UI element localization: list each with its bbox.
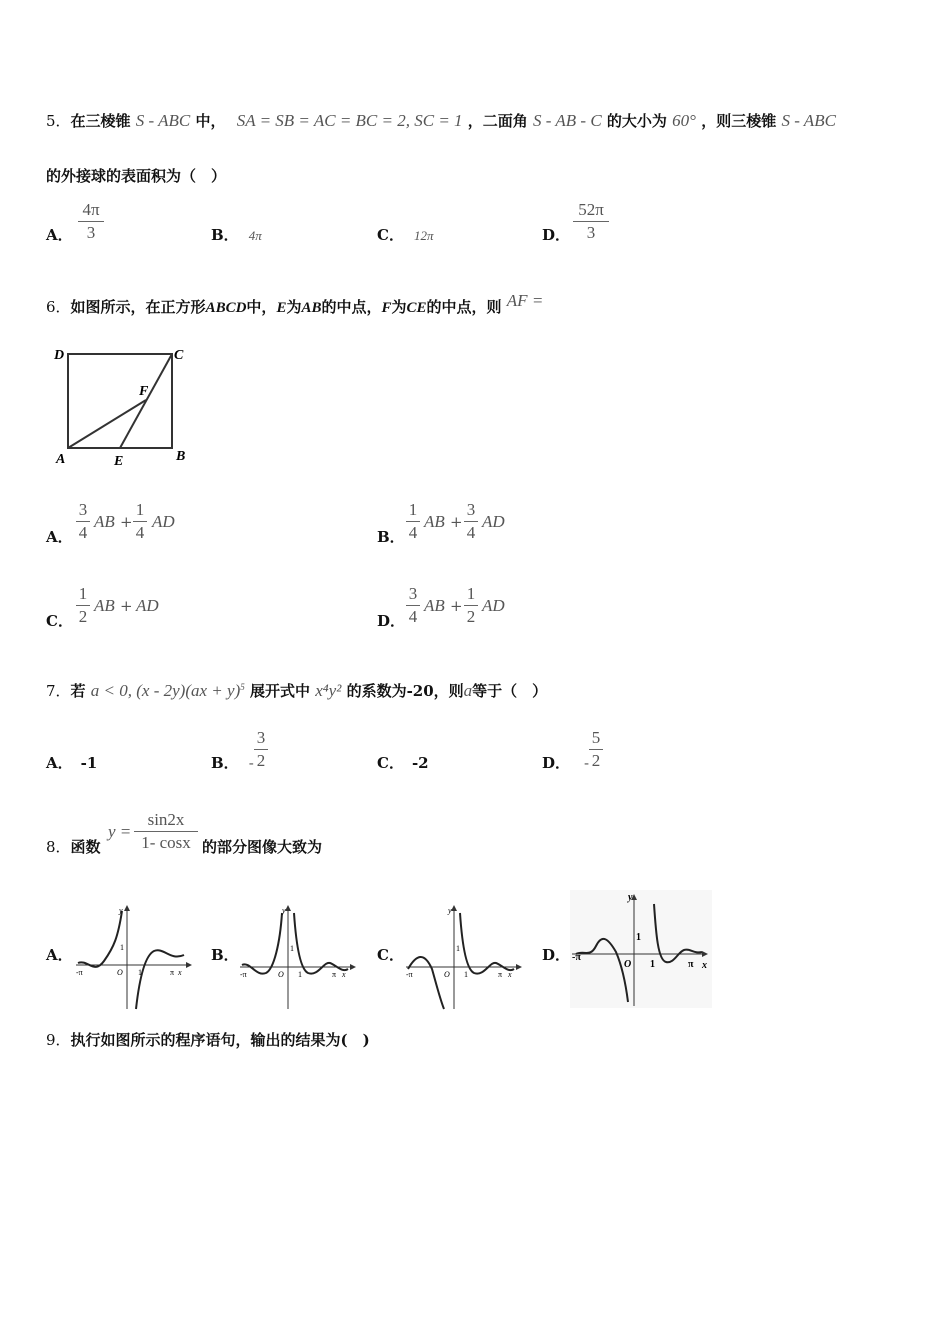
fraction-denominator: 2 xyxy=(466,607,476,626)
option-label: C． xyxy=(377,226,404,244)
origin-label: O xyxy=(117,968,123,977)
question-text: 函数 xyxy=(70,838,101,856)
one-label: 1 xyxy=(120,943,124,952)
option-label: A． xyxy=(46,226,73,244)
vector-ab: AB xyxy=(424,512,445,531)
one-label: 1 xyxy=(650,959,655,970)
square-figure xyxy=(46,340,206,470)
plus-sign: + xyxy=(120,513,133,531)
axis-x-label: x xyxy=(342,970,346,979)
plus-sign: + xyxy=(450,597,463,615)
option-value: -1 xyxy=(80,754,98,772)
pi-label: π xyxy=(688,959,694,970)
fraction-denominator: 2 xyxy=(78,607,88,626)
label-c: C xyxy=(174,348,184,363)
question-text: 在三棱锥 xyxy=(70,112,131,130)
minus-sign: - xyxy=(248,754,254,772)
option-b[interactable] xyxy=(211,224,262,245)
fraction-denominator: 4 xyxy=(135,523,145,542)
minus-sign: - xyxy=(584,754,590,772)
fraction-numerator: 1 xyxy=(135,500,145,519)
math-expression: a < 0, (x - 2y)(ax + y) xyxy=(90,681,241,700)
math-expression: x⁴y² xyxy=(315,681,342,700)
axis-x-label: x xyxy=(178,968,182,977)
option-b[interactable] xyxy=(211,944,239,965)
pi-label: π xyxy=(498,970,503,979)
option-label: B． xyxy=(211,946,239,964)
label-a: A xyxy=(56,452,66,467)
vector-ab: AB xyxy=(94,596,115,615)
fraction-numerator: 3 xyxy=(78,500,88,519)
fraction-denominator: 3 xyxy=(86,223,96,242)
neg-pi-label: -π xyxy=(406,970,413,979)
axis-y-label: y xyxy=(119,906,123,915)
question-number: 6． xyxy=(46,298,71,316)
question-text: 为 xyxy=(391,298,407,316)
plus-sign: + xyxy=(120,597,133,615)
axis-x-label: x xyxy=(508,970,512,979)
one-label: 1 xyxy=(138,968,142,977)
math-symbol: AB xyxy=(301,300,322,316)
math-expression: SA = SB = AC = BC = 2, SC = 1 xyxy=(236,111,463,130)
coef-1 xyxy=(76,500,90,543)
option-label: C． xyxy=(377,946,404,964)
fraction-denominator: 2 xyxy=(256,751,266,770)
option-label: D． xyxy=(542,946,571,964)
label-f: F xyxy=(139,384,149,399)
option-b-fraction xyxy=(254,728,268,771)
option-label: A． xyxy=(46,946,73,964)
option-a-fraction xyxy=(78,200,104,243)
label-d: D xyxy=(54,348,65,363)
option-d[interactable] xyxy=(542,224,570,245)
math-expression: 60° xyxy=(672,111,696,130)
one-label: 1 xyxy=(290,944,294,953)
option-label: D． xyxy=(542,754,571,772)
question-number: 9． xyxy=(46,1031,71,1049)
option-label: B． xyxy=(211,754,239,772)
question-text: ，二面角 xyxy=(467,112,528,130)
origin-label: O xyxy=(624,959,632,970)
neg-pi-label: -π xyxy=(76,968,83,977)
graph-b xyxy=(238,903,358,1013)
fraction-numerator: 5 xyxy=(591,728,601,747)
fraction-numerator: 3 xyxy=(256,728,266,747)
fraction-denominator: 2 xyxy=(591,751,601,770)
option-c[interactable] xyxy=(377,944,404,965)
fraction-denominator: 1- cosx xyxy=(141,833,191,852)
question-text: 为 xyxy=(286,298,302,316)
origin-label: O xyxy=(444,970,450,979)
option-c[interactable] xyxy=(377,752,429,773)
plus-sign: + xyxy=(450,513,463,531)
one-label: 1 xyxy=(456,944,460,953)
question-text: 的系数为-20，则 xyxy=(346,682,464,700)
question-number: 8． xyxy=(46,838,71,856)
option-d[interactable] xyxy=(542,944,570,965)
one-label: 1 xyxy=(298,970,302,979)
question-8-line-1 xyxy=(46,836,101,857)
vector-ad: AD xyxy=(136,596,159,615)
one-label: 1 xyxy=(636,932,641,943)
fraction-numerator: 4π xyxy=(82,200,100,219)
math-expression: S - ABC xyxy=(781,111,836,130)
fraction-denominator: 4 xyxy=(408,523,418,542)
axis-x-label: x xyxy=(702,960,707,971)
question-text: 执行如图所示的程序语句，输出的结果为( ) xyxy=(70,1031,370,1049)
question-text: 中， xyxy=(246,298,277,316)
option-label: B． xyxy=(377,528,405,546)
math-expression: S - AB - C xyxy=(533,111,602,130)
option-label: A． xyxy=(46,754,73,772)
option-a[interactable] xyxy=(46,526,73,547)
fraction-denominator: 4 xyxy=(78,523,88,542)
math-symbol: E xyxy=(276,300,287,316)
question-text: 的中点， xyxy=(321,298,382,316)
math-expression: y = xyxy=(108,822,132,841)
label-b: B xyxy=(176,449,186,464)
fraction-numerator: 1 xyxy=(408,500,418,519)
question-text: 展开式中 xyxy=(249,682,310,700)
option-b[interactable] xyxy=(377,526,405,547)
pi-label: π xyxy=(170,968,175,977)
option-a[interactable] xyxy=(46,752,97,773)
fraction-denominator: 4 xyxy=(466,523,476,542)
fraction-denominator: 4 xyxy=(408,607,418,626)
question-8-text: 的部分图像大致为 xyxy=(202,838,323,856)
option-d[interactable] xyxy=(542,752,589,773)
option-label: B． xyxy=(211,226,239,244)
coef-1 xyxy=(406,500,420,543)
option-a[interactable] xyxy=(46,944,73,965)
vector-ab: AB xyxy=(94,512,115,531)
question-text: 的中点，则 xyxy=(426,298,502,316)
fraction-numerator: sin2x xyxy=(147,810,185,829)
question-text: 若 xyxy=(70,682,86,700)
option-label: D． xyxy=(377,612,406,630)
coef-2 xyxy=(133,500,147,543)
option-label: A． xyxy=(46,528,73,546)
question-text: 的大小为 xyxy=(606,112,667,130)
neg-pi-label: -π xyxy=(572,952,581,963)
graph-c xyxy=(404,903,524,1013)
fraction-numerator: 1 xyxy=(466,584,476,603)
question-7-line-1 xyxy=(46,680,547,701)
question-text: ，则三棱锥 xyxy=(701,112,777,130)
fraction-numerator: 3 xyxy=(466,500,476,519)
math-symbol: CE xyxy=(406,300,427,316)
exponent: 5 xyxy=(240,682,245,692)
math-expression: a xyxy=(463,681,473,700)
math-expression: AF = xyxy=(506,291,544,310)
vector-ad: AD xyxy=(482,512,505,531)
vector-ad: AD xyxy=(482,596,505,615)
axis-y-label: y xyxy=(628,892,633,903)
neg-pi-label: -π xyxy=(240,970,247,979)
axis-y-label: y xyxy=(282,906,286,915)
graph-a xyxy=(74,903,194,1013)
coef-1 xyxy=(406,584,420,627)
option-b[interactable] xyxy=(211,752,254,773)
origin-label: O xyxy=(278,970,284,979)
question-number: 7． xyxy=(46,682,71,700)
question-text: 如图所示，在正方形 xyxy=(70,298,206,316)
coef-1 xyxy=(76,584,90,627)
question-text: 等于（ ） xyxy=(472,682,548,700)
fraction-numerator: 1 xyxy=(78,584,88,603)
coef-2 xyxy=(464,500,478,543)
math-expression: S - ABC xyxy=(135,111,191,130)
option-d-fraction xyxy=(589,728,603,771)
fraction-denominator: 3 xyxy=(586,223,596,242)
option-d[interactable] xyxy=(377,610,405,631)
math-symbol: ABCD xyxy=(205,300,247,316)
vector-ad: AD xyxy=(152,512,175,531)
option-value: 4π xyxy=(248,228,262,243)
option-a[interactable] xyxy=(46,224,73,245)
graph-d xyxy=(570,890,712,1008)
option-value: 12π xyxy=(413,228,434,243)
question-5-line-1 xyxy=(46,110,836,131)
label-e: E xyxy=(114,454,124,469)
option-label: C． xyxy=(377,754,404,772)
option-c[interactable] xyxy=(46,610,73,631)
option-label: D． xyxy=(542,226,571,244)
pi-label: π xyxy=(332,970,337,979)
question-text: 中， xyxy=(195,112,226,130)
option-label: C． xyxy=(46,612,73,630)
function-fraction xyxy=(134,810,198,853)
option-value: -2 xyxy=(411,754,429,772)
one-label: 1 xyxy=(464,970,468,979)
option-c[interactable] xyxy=(377,224,433,245)
question-number: 5． xyxy=(46,112,71,130)
option-d-fraction xyxy=(573,200,609,243)
question-9-line-1 xyxy=(46,1029,370,1050)
axis-y-label: y xyxy=(448,906,452,915)
coef-2 xyxy=(464,584,478,627)
question-5-line-2: 的外接球的表面积为（ ） xyxy=(46,167,227,185)
vector-ab: AB xyxy=(424,596,445,615)
question-6-line-1 xyxy=(46,291,544,317)
fraction-numerator: 52π xyxy=(578,200,604,219)
math-symbol: F xyxy=(381,300,392,316)
fraction-numerator: 3 xyxy=(408,584,418,603)
